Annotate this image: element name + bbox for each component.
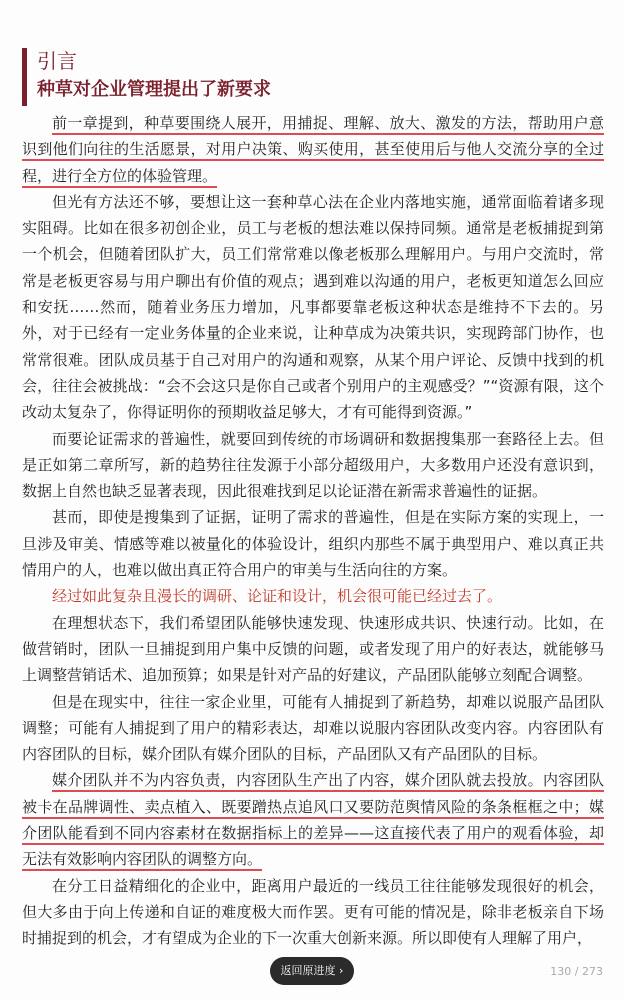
paragraph: 在理想状态下，我们希望团队能够快速发现、快速形成共识、快速行动。比如，在做营销时，团队一旦捕捉到用户集中反馈的问题，或者发现了用户的好表达，就能够马上调整营销话术、追加预算；如果是针对产品的好建议，产品团队能够立刻配合调整。 <box>22 613 604 685</box>
paragraph: 但是在现实中，往往一家企业里，可能有人捕捉到了新趋势，却难以说服产品团队调整；可能有人捕捉到了用户的精彩表达，却难以说服内容团队改变内容。内容团队有内容团队的目标，媒介团队有媒介团队的目标，产品团队又有产品团队的目标。 <box>22 692 604 764</box>
paragraph: 但光有方法还不够，要想让这一套种草心法在企业内落地实施，通常面临着诸多现实阻碍。比如在很多初创企业，员工与老板的想法难以保持同频。通常是老板捕捉到第一个机会，但随着团队扩大，员工们常常难以像老板那么理解用户。与用户交流时，常常是老板更容易与用户聊出有价值的观点；遇到难以沟通的用户，老板更知道怎么回应和安抚……然而，随着业务压力增加，凡事都要靠老板这种状态是维持不下去的。另外，对于已经有一定业务体量的企业来说，让种草成为决策共识，实现跨部门协作，也常常很难。团队成员基于自己对用户的沟通和观察，从某个用户评论、反馈中找到的机会，往往会被挑战：“会不会这只是你自己或者个别用户的主观感受？”“资源有限，这个改动太复杂了，你得证明你的预期收益足够大，才有可能得到资源。” <box>22 192 604 422</box>
paragraph-underlined[interactable]: 前一章提到，种草要围绕人展开，用捕捉、理解、放大、激发的方法，帮助用户意识到他们向往的生活愿景，对用户决策、购买使用，甚至使用后与他人交流分享的全过程，进行全方位的体验管理。 <box>22 114 604 185</box>
chapter-subtitle: 种草对企业管理提出了新要求 <box>37 79 271 100</box>
paragraph: 而要论证需求的普遍性，就要回到传统的市场调研和数据搜集那一套路径上去。但是正如第二章所写，新的趋势往往发源于小部分超级用户，大多数用户还没有意识到，数据上自然也缺乏显著表现，因此很难找到足以论证潜在新需求普遍性的证据。 <box>22 429 604 501</box>
paragraph: 在分工日益精细化的企业中，距离用户最近的一线员工往往能够发现很好的机会，但大多由于向上传递和自证的难度极大而作罢。更有可能的情况是，除非老板亲自下场时捕捉到的机会，才有望成为企业的下一次重大创新来源。所以即使有人理解了用户， <box>22 876 604 948</box>
return-to-progress-button[interactable]: 返回原进度 › <box>270 957 354 985</box>
page-indicator: 130 / 273 <box>550 965 603 978</box>
paragraph-underlined[interactable]: 媒介团队并不为内容负责，内容团队生产出了内容，媒介团队就去投放。内容团队被卡在品牌调性、卖点植入、既要蹭热点追风口又要防范舆情风险的条条框框之中；媒介团队能看到不同内容素材在数据指标上的差异——这直接代表了用户的观看体验，却无法有效影响内容团队的调整方向。 <box>22 771 604 869</box>
chapter-title: 引言 <box>37 49 77 73</box>
paragraph: 甚而，即使是搜集到了证据，证明了需求的普遍性，但是在实际方案的实现上，一旦涉及审美、情感等难以被量化的体验设计，组织内那些不属于典型用户、难以真正共情用户的人，也难以做出真正符合用户的审美与生活向往的方案。 <box>22 508 604 580</box>
reading-body <box>22 110 604 952</box>
chapter-header <box>22 48 271 106</box>
paragraph-highlight: 经过如此复杂且漫长的调研、论证和设计，机会很可能已经过去了。 <box>52 587 503 606</box>
